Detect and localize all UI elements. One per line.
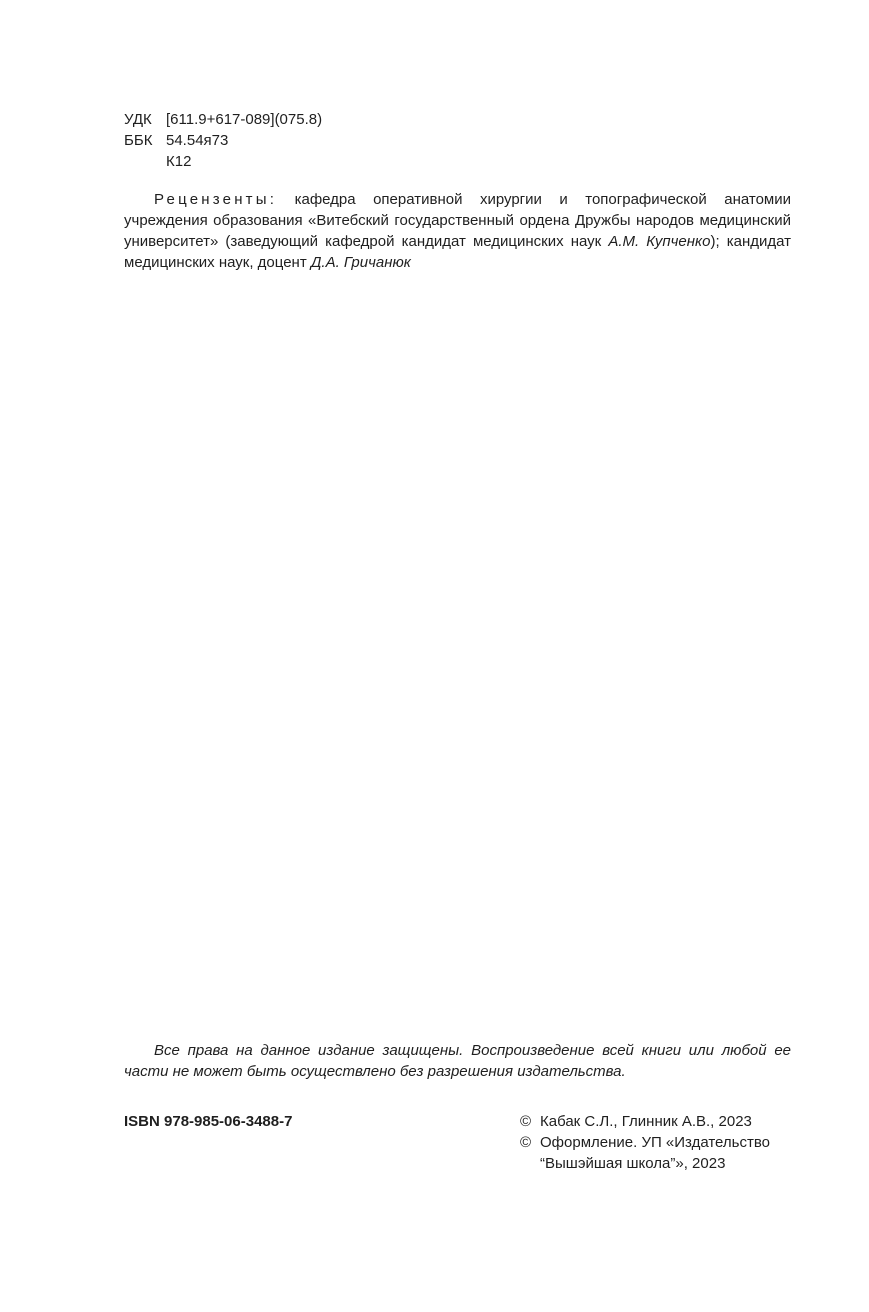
bbk-value: 54.54я73 (166, 132, 229, 149)
copyright-design: Оформление. УП «Издательство “Вышэйшая школа”», 2023 (540, 1134, 770, 1172)
bbk-label: ББК (124, 132, 153, 149)
copyright-row-authors (520, 1111, 800, 1132)
reviewer-name-1: А.М. Купченко (608, 233, 711, 250)
reviewers-paragraph (124, 189, 791, 273)
udk-row (124, 109, 322, 130)
bbk-row (124, 130, 322, 151)
author-mark-row (124, 151, 322, 172)
reviewers-label: Рецензенты: (154, 191, 278, 208)
classification-block (124, 109, 322, 172)
reviewers-text-2: ); кандидат медицинских наук, доцент (124, 233, 791, 271)
reviewer-name-2: Д.А. Гричанюк (310, 254, 411, 271)
reviewers-text-1: кафедра оперативной хирургии и топографической анатомии учреждения образования «Витебский государственный ордена Дружбы народов медицинский университет» (заведующий кафедрой кандидат медицинских наук (124, 191, 791, 250)
udk-value: [611.9+617-089](075.8) (166, 111, 323, 128)
rights-notice: Все права на данное издание защищены. Воспроизведение всей книги или любой ее части не может быть осуществлено без разрешения издательства. (124, 1042, 791, 1080)
author-mark: К12 (166, 153, 192, 170)
copyright-sign: © (520, 1134, 532, 1151)
isbn: ISBN 978-985-06-3488-7 (124, 1113, 293, 1130)
copyright-row-design (520, 1132, 800, 1174)
copyright-sign: © (520, 1113, 532, 1130)
copyright-authors: Кабак С.Л., Глинник А.В., 2023 (540, 1113, 752, 1130)
copyright-block (520, 1111, 800, 1174)
udk-label: УДК (124, 111, 152, 128)
